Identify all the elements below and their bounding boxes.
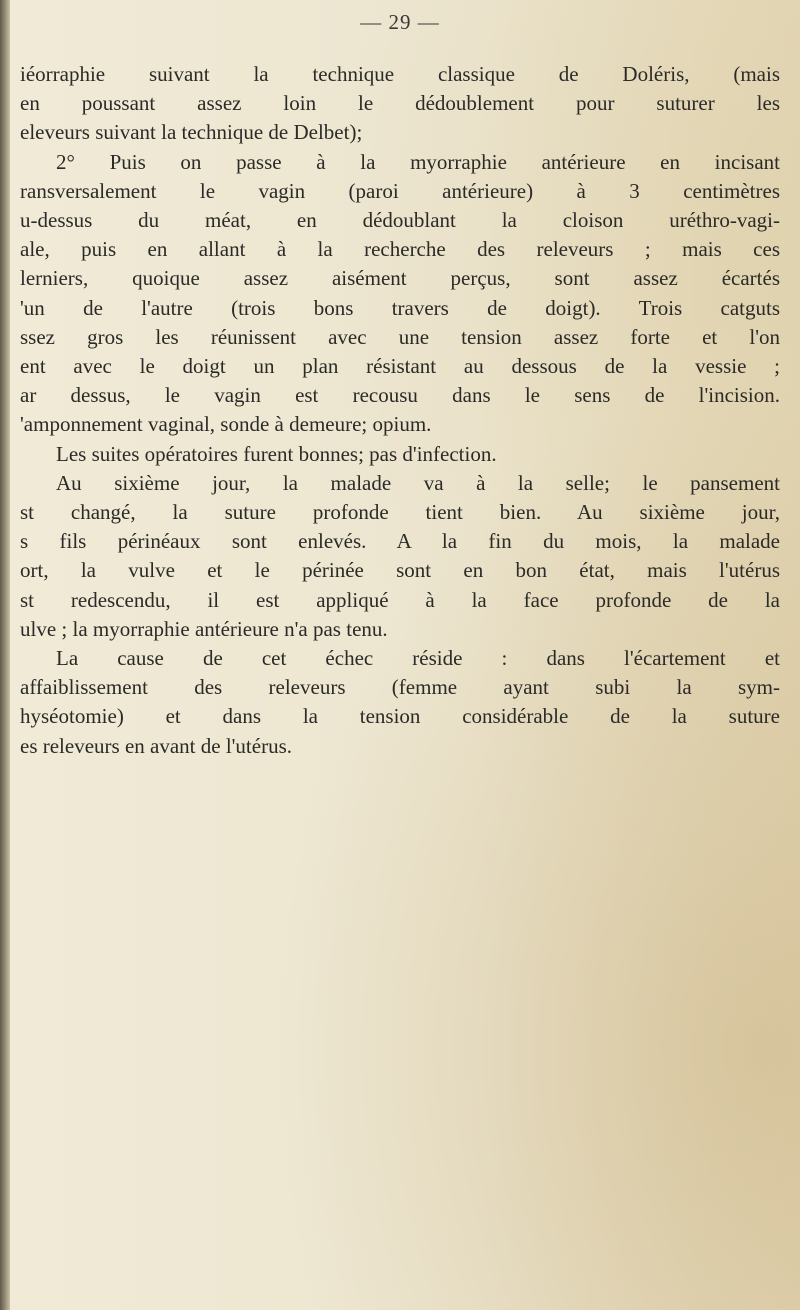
text-line: 'amponnement vaginal, sonde à demeure; opium. <box>20 412 432 437</box>
page-gutter-shadow <box>0 0 10 1310</box>
text-line: es releveurs en avant de l'utérus. <box>20 733 293 758</box>
text-line: iéorraphie suivant la technique classique de Doléris, (mais <box>20 62 780 86</box>
text-line: u-dessus du méat, en dédoublant la cloison uréthro-vagi- <box>20 208 780 233</box>
text-line: Au sixième jour, la malade va à la selle; le pansement <box>56 470 780 495</box>
text-line: st redescendu, il est appliqué à la face profonde de la <box>20 587 780 612</box>
page-number: — 29 — <box>360 10 440 34</box>
text-line: ssez gros les réunissent avec une tension assez forte et l'on <box>20 324 780 349</box>
text-line: ransversalement le vagin (paroi antérieure) à 3 centimètres <box>20 178 780 203</box>
text-line: 2° Puis on passe à la myorraphie antérieure en incisant <box>56 149 780 174</box>
text-line: st changé, la suture profonde tient bien. Au sixième jour, <box>20 500 780 525</box>
text-line: ulve ; la myorraphie antérieure n'a pas tenu. <box>20 616 388 641</box>
text-line: en poussant assez loin le dédoublement pour suturer les <box>20 91 780 116</box>
text-line: lerniers, quoique assez aisément perçus, sont assez écartés <box>20 266 780 291</box>
text-line: ort, la vulve et le périnée sont en bon état, mais l'utérus <box>20 558 780 583</box>
text-line: Les suites opératoires furent bonnes; pas d'infection. <box>56 441 497 466</box>
body-text <box>20 60 780 761</box>
text-line: La cause de cet échec réside : dans l'écartement et <box>56 646 780 671</box>
text-line: hyséotomie) et dans la tension considérable de la suture <box>20 704 780 729</box>
text-line: ent avec le doigt un plan résistant au dessous de la vessie ; <box>20 354 780 379</box>
text-line: ale, puis en allant à la recherche des releveurs ; mais ces <box>20 237 780 262</box>
text-line: affaiblissement des releveurs (femme ayant subi la sym- <box>20 675 780 700</box>
text-line: s fils périnéaux sont enlevés. A la fin du mois, la malade <box>20 529 780 554</box>
text-line: ar dessus, le vagin est recousu dans le sens de l'incision. <box>20 383 780 408</box>
text-line: eleveurs suivant la technique de Delbet); <box>20 120 363 145</box>
text-line: 'un de l'autre (trois bons travers de doigt). Trois catguts <box>20 295 780 320</box>
